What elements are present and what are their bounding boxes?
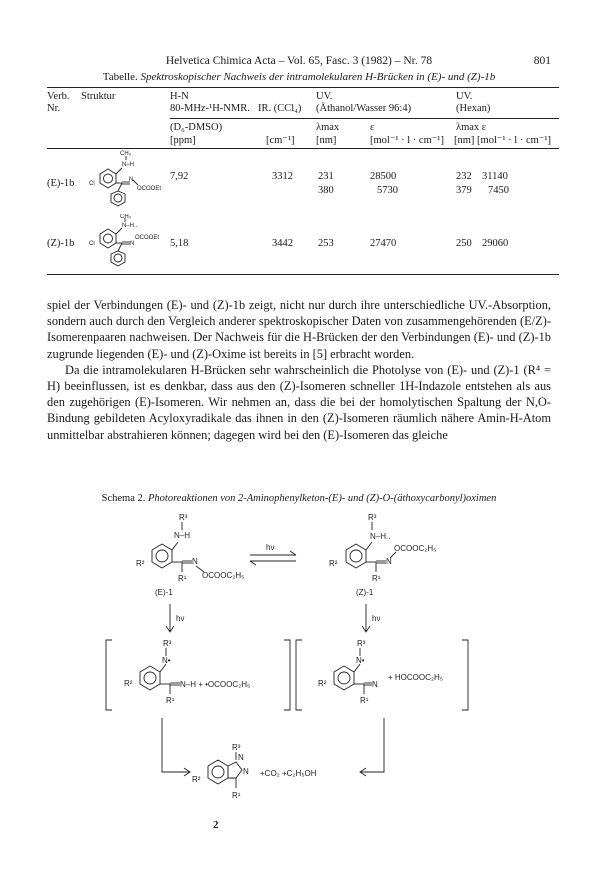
row-e-ir: 3312 (272, 171, 293, 182)
struct-z-cl: Cl (89, 241, 95, 247)
scheme-hv-right: hν (372, 614, 381, 623)
scheme-rad-l-products: N–H + •OCOOC₂H₅ (180, 680, 251, 689)
body-text (47, 297, 551, 443)
hdr-nr: Nr. (47, 103, 61, 114)
row-e-eps1b: 5730 (377, 185, 398, 196)
scheme-rad-l-r1: R¹ (166, 696, 175, 705)
scheme-z-n: N (386, 557, 392, 566)
table-bottom-rule (47, 274, 559, 275)
struct-z-n: N (130, 241, 135, 247)
struct-z-nh: N–H.. (122, 223, 138, 229)
row-z-lmax1: 253 (318, 238, 334, 249)
scheme-e-nh: N–H (174, 531, 191, 540)
row-z-eps1: 27470 (370, 238, 397, 249)
scheme-2-r2: R² (192, 775, 201, 784)
scheme-rad-l-ndot: N• (162, 656, 171, 665)
scheme-2-r3: R³ (232, 743, 241, 752)
row-z-ir: 3442 (272, 238, 293, 249)
scheme-rad-r-hococoo: + HOCOOC₂H₅ (388, 673, 443, 682)
scheme-rad-r-r2: R² (318, 679, 327, 688)
page-number: 801 (533, 55, 551, 67)
struct-e-cl: Cl (89, 181, 95, 187)
table-caption (47, 71, 551, 83)
row-z-compound: (Z)-1b (47, 238, 75, 249)
hdr-uv2: UV. (456, 91, 473, 102)
hdr-epsunit1: [mol⁻¹ · l · cm⁻¹] (370, 135, 444, 146)
scheme-2-n1: N (238, 753, 244, 762)
hdr-uv1-solvent: (Äthanol/Wasser 96:4) (316, 103, 412, 114)
scheme-z-nh: N–H.. (370, 532, 391, 541)
row-e-lmax1b: 380 (318, 185, 334, 196)
scheme-hv-left: hν (176, 614, 185, 623)
structure-e-1b (78, 150, 170, 214)
scheme-e-r3: R³ (179, 513, 188, 522)
struct-e-ch3: CH₃ (120, 151, 132, 157)
scheme-caption-prefix: Schema 2. (101, 493, 146, 504)
scheme-caption-text: Photoreaktionen von 2-Aminophenylketon-(E)- und (Z)-O-(äthoxycarbonyl)oximen (148, 493, 497, 504)
scheme-z1-label: (Z)-1 (356, 588, 374, 597)
hdr-lmax1: λmax (316, 122, 340, 133)
scheme-compound-2-label: 2 (213, 819, 219, 831)
journal-title: Helvetica Chimica Acta – Vol. 65, Fasc. 3 (1982) – Nr. 78 (165, 55, 433, 67)
hdr-verb: Verb. (47, 91, 70, 102)
scheme-hv-equilibrium: hν (266, 543, 275, 552)
scheme-z-r2: R² (329, 559, 338, 568)
table-caption-text: Spektroskopischer Nachweis der intramolekularen H-Brücken in (E)- und (Z)-1b (140, 71, 496, 83)
hdr-ppm: [ppm] (170, 135, 196, 146)
paragraph-2: Da die intramolekularen H-Brücken sehr wahrscheinlich die Photolyse von (E)- und (Z)-1 (R⁴ = H) beeinflussen, ist es denkbar, dass aus den (Z)-Isomeren schneller 1H-Indazole entstehen als aus den zugehörigen (E)-Isomeren. Wir nehmen an, dass die bei der homolytischen Spaltung der N,O-Bindung gebildeten Acyloxyradikale das ihnen in den (Z)-Isomeren räumlich nähere Amin-H-Atom unmittelbar abstrahieren können; dagegen wird bei den (E)-Isomeren das gleiche (47, 362, 551, 442)
row-z-ppm: 5,18 (170, 238, 189, 249)
table-mid-rule (170, 118, 559, 119)
row-e-eps2: 31140 (482, 171, 508, 182)
scheme-rad-l-r2: R² (124, 679, 133, 688)
struct-e-ococoet: OCOOEt (137, 186, 162, 192)
hdr-uv1: UV. (316, 91, 333, 102)
row-e-eps1: 28500 (370, 171, 397, 182)
table-caption-prefix: Tabelle. (102, 71, 138, 83)
row-e-eps2b: 7450 (488, 185, 509, 196)
struct-e-nh: N–H (122, 162, 135, 168)
struct-z-ch3: CH₃ (120, 214, 132, 220)
hdr-cm: [cm⁻¹] (266, 135, 295, 146)
table-top-rule (47, 87, 559, 88)
scheme-rad-r-ndot: N• (356, 656, 365, 665)
hdr-dmso: (D₆-DMSO) (170, 122, 223, 133)
hdr-struktur: Struktur (81, 91, 116, 102)
hdr-eps1: ε (370, 122, 375, 133)
hdr-nm1: [nm] (316, 135, 337, 146)
hdr-nmr: 80-MHz-¹H-NMR. (170, 103, 250, 114)
struct-z-ococoet: OCOOEt (135, 235, 160, 241)
row-e-compound: (E)-1b (47, 178, 75, 189)
hdr-hn: H-N (170, 91, 189, 102)
hdr-units2: [nm] [mol⁻¹ · l · cm⁻¹] (454, 135, 551, 146)
row-e-lmax2b: 379 (456, 185, 472, 196)
scheme-e-n: N (192, 557, 198, 566)
hdr-ir: IR. (CCl₄) (258, 103, 302, 114)
scheme-2-r1: R¹ (232, 791, 241, 800)
scheme-e-r2: R² (136, 559, 145, 568)
scheme-e-r1: R¹ (178, 574, 187, 583)
paragraph-1: spiel der Verbindungen (E)- und (Z)-1b zeigt, nicht nur durch ihre unterschiedliche UV.-Absorption, sondern auch durch den Vergleich anderer spektroskopischer Daten von zusammengehörenden (E/Z)-Isomerenpaaren nachweisen. Der Nachweis für die H-Brücken der den Verbindungen (E)- und (Z)-1b zugrunde liegenden (E)- und (Z)-Oxime ist bereits in [5] erbracht worden. (47, 298, 551, 361)
table-header-rule (47, 148, 559, 149)
row-z-lmax2: 250 (456, 238, 472, 249)
scheme-e1-label: (E)-1 (155, 588, 173, 597)
row-e-lmax2: 232 (456, 171, 472, 182)
hdr-uv2-solvent: (Hexan) (456, 103, 491, 114)
scheme-z-r3: R³ (368, 513, 377, 522)
scheme-2 (100, 508, 500, 838)
scheme-rad-r-r1: R¹ (360, 696, 369, 705)
scheme-2-coproducts: +CO₂ +C₂H₅OH (260, 769, 317, 778)
scheme-rad-r-r3: R³ (357, 639, 366, 648)
row-e-lmax1: 231 (318, 171, 334, 182)
row-e-ppm: 7,92 (170, 171, 189, 182)
scheme-caption (47, 493, 551, 504)
scheme-z-r1: R¹ (372, 574, 381, 583)
running-head (47, 55, 551, 67)
scheme-rad-r-n: N (372, 680, 378, 689)
scheme-e-ococooc2h5: OCOOC₂H₅ (202, 571, 245, 580)
scheme-rad-l-r3: R³ (163, 639, 172, 648)
struct-e-n: N (129, 177, 134, 183)
row-z-eps2: 29060 (482, 238, 509, 249)
scheme-z-ococooc2h5: OCOOC₂H₅ (394, 544, 437, 553)
structure-z-1b (78, 214, 170, 272)
hdr-lmax2: λmax ε (456, 122, 487, 133)
scheme-2-n2: N (243, 767, 249, 776)
